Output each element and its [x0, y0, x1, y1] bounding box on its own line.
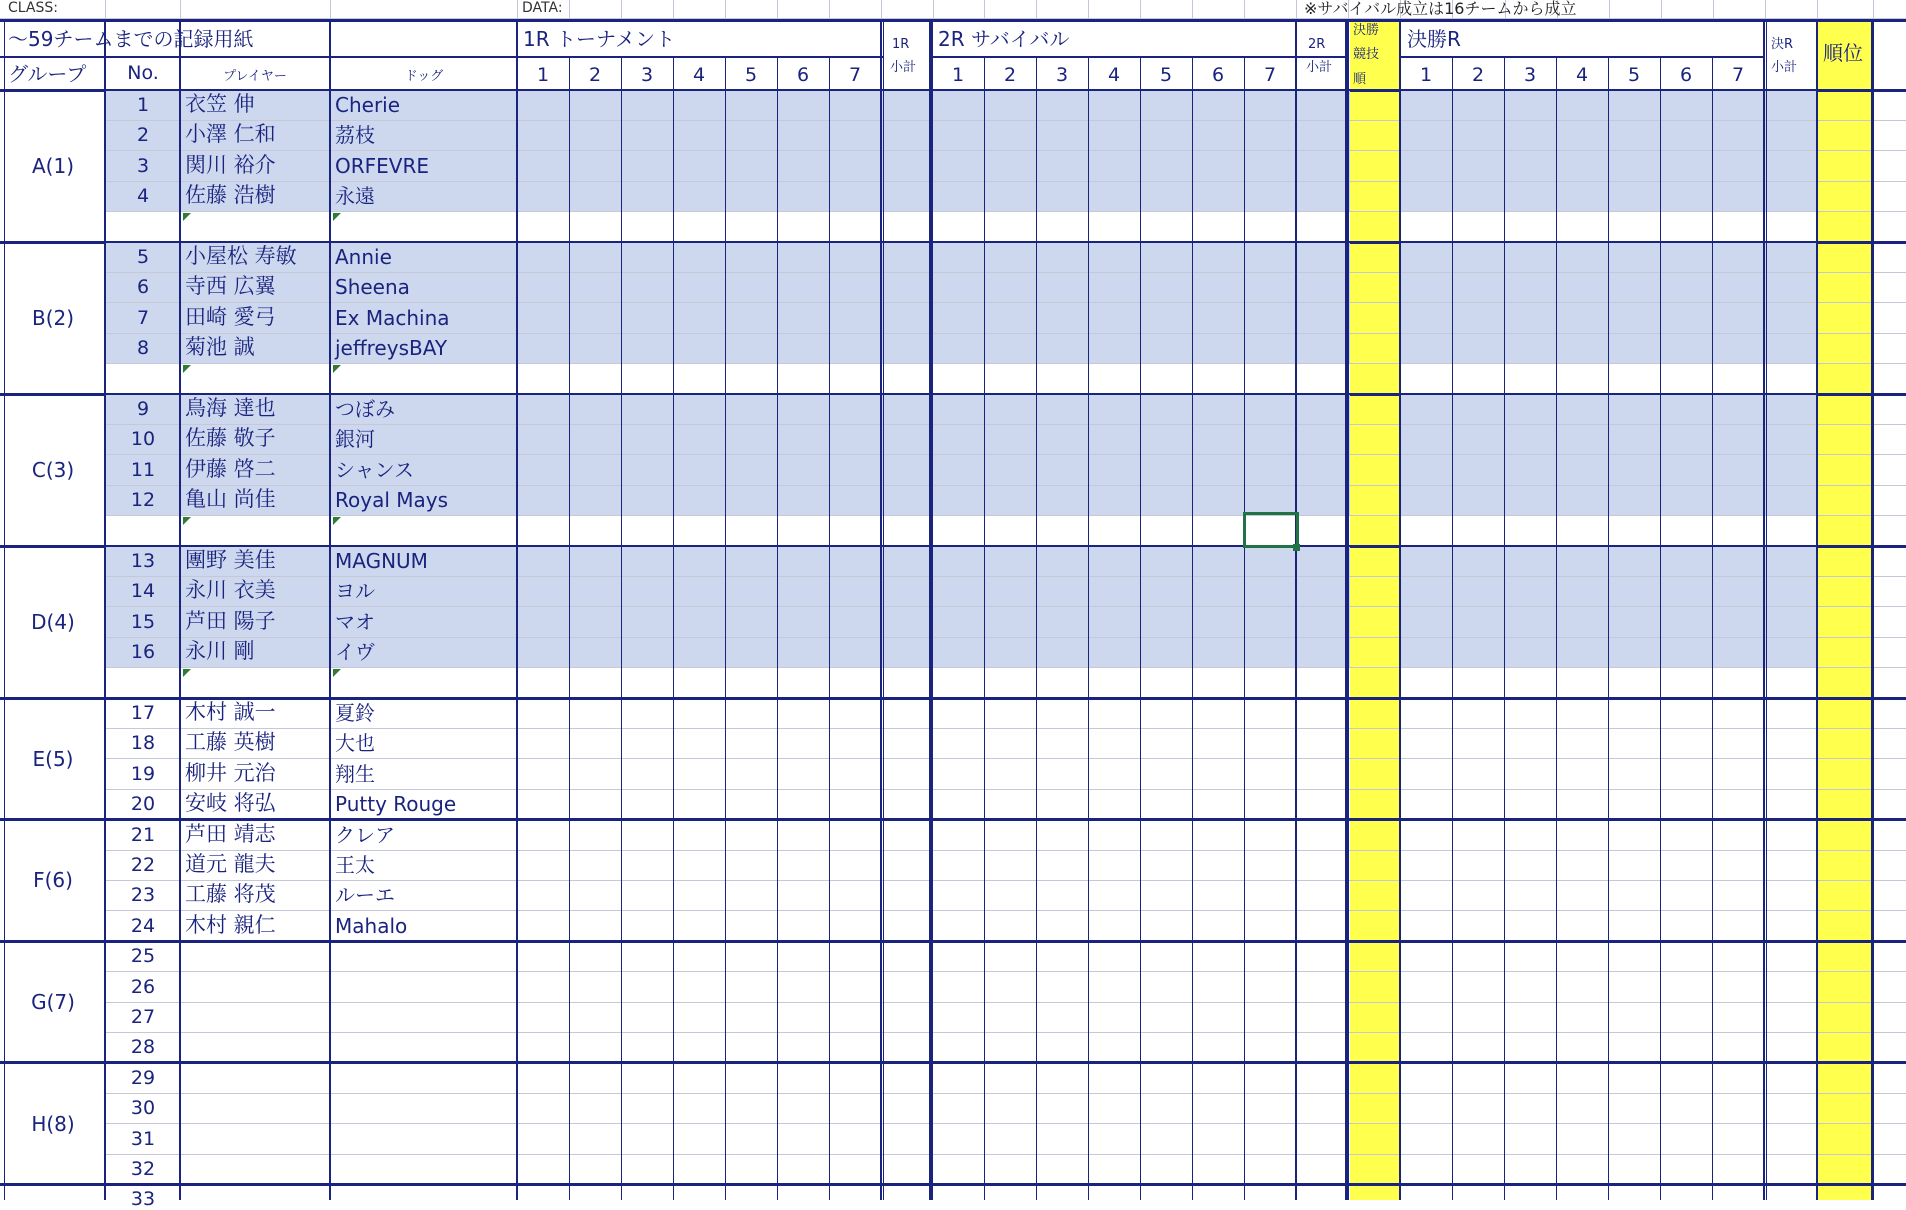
row-number: 23: [130, 884, 156, 907]
row-separator: [105, 880, 1906, 881]
top-row-gridline: [1140, 0, 1141, 18]
final-order-label: 順: [1353, 72, 1367, 87]
player-name[interactable]: 木村 親仁: [185, 912, 276, 937]
header-mid-border: [1400, 56, 1764, 58]
row-number: 20: [130, 793, 156, 816]
row-separator: [105, 637, 1906, 638]
no-column-header: No.: [127, 62, 159, 84]
throw-header-divider: [1088, 57, 1089, 90]
row-number: 8: [136, 337, 150, 360]
throw-header-divider: [1036, 57, 1037, 90]
dog-name[interactable]: MAGNUM: [335, 549, 428, 573]
dog-name[interactable]: Sheena: [335, 275, 410, 300]
top-row-gridline: [1713, 0, 1714, 18]
group-row-fill: [1400, 547, 1817, 668]
row-number: 5: [136, 246, 150, 268]
top-row-gridline: [933, 0, 934, 18]
player-name[interactable]: 田崎 愛弓: [185, 304, 276, 329]
comment-indicator-icon[interactable]: [183, 517, 191, 525]
group-label: C(3): [31, 458, 75, 482]
throw-number-header: 2: [1471, 64, 1485, 86]
round1-title: 1R トーナメント: [523, 27, 676, 51]
row-separator: [105, 1002, 1906, 1003]
top-row-gridline: [1192, 0, 1193, 18]
throw-column-divider: [1088, 90, 1089, 1200]
final-round-title: 決勝R: [1407, 27, 1461, 51]
row-separator: [105, 211, 1906, 212]
throw-column-divider: [829, 90, 830, 1200]
final-order-label: 決勝: [1353, 23, 1380, 38]
top-row-gridline: [330, 0, 331, 18]
row-number: 26: [130, 975, 156, 998]
player-name[interactable]: 永川 剛: [185, 639, 255, 664]
dog-name[interactable]: 茘枝: [335, 123, 375, 148]
top-row-gridline: [621, 0, 622, 18]
dog-name[interactable]: クレア: [335, 822, 395, 847]
row-number: 15: [130, 610, 156, 633]
row-separator: [105, 1093, 1906, 1094]
row-number: 32: [130, 1158, 156, 1180]
dog-name[interactable]: Annie: [335, 245, 392, 269]
round2-subtotal-label: 小計: [1306, 60, 1333, 75]
player-name[interactable]: 佐藤 浩樹: [185, 183, 276, 208]
throw-number-header: 6: [796, 64, 810, 86]
comment-indicator-icon[interactable]: [333, 669, 341, 677]
player-name[interactable]: 木村 誠一: [185, 700, 276, 724]
player-name[interactable]: 佐藤 敬子: [185, 426, 276, 451]
row-separator: [105, 333, 1906, 334]
comment-indicator-icon[interactable]: [183, 365, 191, 373]
column-border: [329, 20, 331, 1200]
row-separator: [105, 1123, 1906, 1124]
row-number: 22: [130, 854, 156, 876]
player-name[interactable]: 永川 衣美: [185, 578, 276, 603]
player-name[interactable]: 工藤 将茂: [185, 882, 276, 907]
row-number: 9: [136, 398, 150, 420]
dog-name[interactable]: Cherie: [335, 93, 401, 117]
top-row-gridline: [1036, 0, 1037, 18]
throw-column-divider: [1712, 90, 1713, 1200]
dog-name[interactable]: シャンス: [335, 457, 414, 482]
row-separator: [105, 728, 1906, 729]
throw-column-divider: [1140, 90, 1141, 1200]
throw-number-header: 5: [1159, 64, 1173, 86]
row-separator: [105, 789, 1906, 790]
group-column-header: グループ: [8, 62, 87, 86]
throw-header-divider: [1140, 57, 1141, 90]
throw-column-divider: [1192, 90, 1193, 1200]
top-row-gridline: [1661, 0, 1662, 18]
row-number: 7: [136, 306, 150, 329]
top-row-gridline: [1609, 0, 1610, 18]
throw-number-header: 5: [1627, 64, 1641, 86]
dog-name[interactable]: 大也: [335, 731, 375, 756]
throw-header-divider: [1556, 57, 1557, 90]
comment-indicator-icon[interactable]: [333, 213, 341, 221]
column-border: [1766, 20, 1767, 1200]
dog-name[interactable]: 銀河: [335, 427, 375, 452]
round2-title: 2R サバイバル: [938, 27, 1070, 51]
row-number: 6: [136, 276, 150, 299]
throw-column-divider: [621, 90, 622, 1200]
top-row-gridline: [180, 0, 181, 18]
player-name[interactable]: 道元 龍夫: [185, 852, 276, 876]
throw-column-divider: [1608, 90, 1609, 1200]
selected-cell[interactable]: [1243, 512, 1299, 548]
dog-name[interactable]: ルーエ: [335, 883, 395, 908]
column-border: [104, 20, 106, 1200]
dog-name[interactable]: Royal Mays: [335, 488, 449, 513]
dog-name[interactable]: Mahalo: [335, 913, 408, 938]
dog-name[interactable]: ORFEVRE: [335, 153, 429, 178]
player-name[interactable]: 寺西 広翼: [185, 274, 276, 299]
throw-number-header: 2: [1003, 64, 1017, 86]
throw-number-header: 1: [951, 64, 965, 86]
fill-handle[interactable]: [1293, 544, 1300, 551]
dog-name[interactable]: マオ: [335, 609, 375, 634]
column-border: [516, 20, 518, 1200]
throw-column-divider: [569, 90, 570, 1200]
row-number: 27: [130, 1006, 156, 1028]
group-label: H(8): [31, 1111, 75, 1136]
top-row-gridline: [1873, 0, 1874, 18]
column-border: [929, 20, 931, 1200]
column-border: [179, 20, 181, 1200]
row-separator: [105, 363, 1906, 364]
row-number: 33: [130, 1188, 156, 1210]
group-border: [0, 818, 1906, 821]
group-label: G(7): [31, 990, 75, 1014]
throw-header-divider: [1244, 57, 1245, 90]
throw-number-header: 7: [848, 64, 862, 86]
row-separator: [105, 667, 1906, 668]
group-label: A(1): [31, 154, 75, 178]
throw-number-header: 7: [1731, 64, 1745, 86]
sheet-title: 〜59チームまでの記録用紙: [8, 27, 254, 51]
round1-subtotal-label: 小計: [890, 60, 917, 75]
group-border: [0, 1061, 1906, 1064]
group-row-fill: [105, 91, 1350, 212]
row-number: 14: [130, 580, 156, 603]
throw-number-header: 6: [1679, 64, 1693, 86]
row-number: 19: [130, 762, 156, 785]
top-row-gridline: [569, 0, 570, 18]
throw-column-divider: [725, 90, 726, 1200]
throw-column-divider: [1244, 90, 1245, 1200]
column-border: [931, 20, 933, 1200]
throw-number-header: 4: [1575, 64, 1589, 86]
group-border: [0, 940, 1906, 943]
row-number: 17: [130, 702, 156, 724]
top-row-gridline: [1244, 0, 1245, 18]
player-name[interactable]: 工藤 英樹: [185, 730, 276, 755]
row-separator: [105, 910, 1906, 911]
rank-column-fill: [1817, 20, 1873, 1200]
final-subtotal-label: 小計: [1771, 60, 1798, 75]
group-label: E(5): [32, 746, 74, 771]
top-row-gridline: [725, 0, 726, 18]
class-label: CLASS:: [8, 0, 58, 16]
column-border: [1871, 20, 1874, 1200]
row-separator: [105, 1032, 1906, 1033]
top-row-gridline: [1088, 0, 1089, 18]
data-label: DATA:: [522, 0, 563, 16]
top-row-gridline: [829, 0, 830, 18]
group-row-fill: [105, 395, 1350, 516]
group-row-fill: [1400, 395, 1817, 516]
header-mid-border: [0, 56, 883, 58]
comment-indicator-icon[interactable]: [183, 669, 191, 677]
comment-indicator-icon[interactable]: [183, 213, 191, 221]
dog-name[interactable]: 永遠: [335, 184, 375, 209]
row-separator: [105, 971, 1906, 972]
player-name[interactable]: 芦田 陽子: [185, 608, 276, 633]
row-separator: [105, 606, 1906, 607]
row-number: 11: [130, 458, 156, 481]
throw-column-divider: [1036, 90, 1037, 1200]
throw-number-header: 4: [1107, 64, 1121, 86]
row-separator: [105, 120, 1906, 121]
top-row-gridline: [1765, 0, 1766, 18]
row-separator: [105, 1154, 1906, 1155]
header-top-border: [0, 19, 1906, 22]
throw-header-divider: [1504, 57, 1505, 90]
throw-column-divider: [673, 90, 674, 1200]
throw-column-divider: [984, 90, 985, 1200]
throw-header-divider: [1608, 57, 1609, 90]
throw-header-divider: [777, 57, 778, 90]
column-border: [1345, 20, 1347, 1200]
final-order-label: 競技: [1353, 47, 1380, 62]
row-separator: [105, 424, 1906, 425]
player-name[interactable]: 伊藤 啓二: [185, 456, 276, 481]
top-row-gridline: [777, 0, 778, 18]
group-row-fill: [1400, 91, 1817, 212]
row-number: 3: [136, 154, 150, 177]
column-border: [4, 20, 5, 1200]
comment-indicator-icon[interactable]: [333, 517, 341, 525]
row-number: 30: [130, 1097, 156, 1120]
throw-header-divider: [1712, 57, 1713, 90]
player-name[interactable]: 安岐 将弘: [185, 791, 276, 816]
group-border: [0, 697, 1906, 700]
rank-title: 順位: [1823, 41, 1863, 65]
column-border: [1347, 20, 1349, 1200]
group-label: B(2): [31, 306, 75, 330]
throw-number-header: 3: [640, 64, 654, 86]
dog-name[interactable]: jeffreysBAY: [335, 336, 448, 361]
throw-header-divider: [673, 57, 674, 90]
round2-subtotal-label: 2R: [1308, 37, 1326, 52]
player-name[interactable]: 芦田 靖志: [185, 821, 276, 846]
round1-subtotal-label: 1R: [892, 37, 910, 52]
throw-number-header: 1: [536, 64, 550, 86]
group-row-fill: [105, 547, 1350, 668]
top-row-gridline: [105, 0, 106, 18]
dog-name[interactable]: Ex Machina: [335, 305, 450, 330]
row-separator: [105, 150, 1906, 151]
player-name[interactable]: 関川 裕介: [185, 152, 276, 177]
group-row-fill: [1400, 243, 1817, 364]
group-border: [0, 1183, 1906, 1186]
row-number: 4: [136, 185, 150, 208]
dog-column-header: ドッグ: [404, 69, 444, 84]
throw-number-header: 4: [692, 64, 706, 86]
top-row-gridline: [517, 0, 518, 18]
column-border: [1816, 20, 1818, 1200]
row-number: 18: [130, 732, 156, 755]
column-border: [883, 20, 884, 1200]
dog-name[interactable]: 翔生: [335, 761, 375, 786]
player-name[interactable]: 小澤 仁和: [185, 122, 276, 147]
dog-name[interactable]: 夏鈴: [335, 701, 375, 725]
row-separator: [105, 515, 1906, 516]
throw-column-divider: [1452, 90, 1453, 1200]
row-number: 12: [130, 489, 156, 512]
top-row-gridline: [1817, 0, 1818, 18]
row-number: 2: [136, 124, 150, 147]
throw-header-divider: [1660, 57, 1661, 90]
row-separator: [105, 758, 1906, 759]
player-column-header: プレイヤー: [223, 69, 287, 84]
throw-column-divider: [1556, 90, 1557, 1200]
throw-number-header: 3: [1055, 64, 1069, 86]
throw-header-divider: [829, 57, 830, 90]
player-name[interactable]: 衣笠 伸: [185, 92, 255, 116]
row-number: 1: [136, 94, 150, 116]
throw-number-header: 7: [1263, 64, 1277, 86]
throw-number-header: 5: [744, 64, 758, 86]
row-number: 13: [130, 550, 156, 572]
player-name[interactable]: 鳥海 達也: [185, 396, 276, 420]
top-row-gridline: [881, 0, 882, 18]
throw-column-divider: [777, 90, 778, 1200]
comment-indicator-icon[interactable]: [333, 365, 341, 373]
row-number: 31: [130, 1127, 156, 1150]
throw-header-divider: [1192, 57, 1193, 90]
row-number: 28: [130, 1036, 156, 1059]
row-number: 24: [130, 914, 156, 937]
top-row-gridline: [673, 0, 674, 18]
row-number: 16: [130, 641, 156, 664]
throw-header-divider: [569, 57, 570, 90]
row-number: 25: [130, 945, 156, 968]
throw-header-divider: [984, 57, 985, 90]
final-subtotal-label: 決R: [1771, 37, 1794, 52]
row-separator: [105, 302, 1906, 303]
group-label: F(6): [33, 868, 73, 893]
row-separator: [105, 272, 1906, 273]
row-separator: [105, 454, 1906, 455]
throw-number-header: 6: [1211, 64, 1225, 86]
dog-name[interactable]: ヨル: [335, 579, 375, 604]
throw-number-header: 3: [1523, 64, 1537, 86]
throw-header-divider: [725, 57, 726, 90]
column-border: [1399, 20, 1401, 1200]
throw-header-divider: [1452, 57, 1453, 90]
player-name[interactable]: 小屋松 寿敏: [185, 244, 297, 268]
column-border: [1295, 20, 1297, 1200]
row-number: 21: [130, 823, 156, 846]
row-separator: [105, 485, 1906, 486]
dog-name[interactable]: イヴ: [335, 640, 375, 665]
dog-name[interactable]: Putty Rouge: [335, 792, 457, 817]
throw-number-header: 1: [1419, 64, 1433, 86]
dog-name[interactable]: つぼみ: [335, 397, 395, 421]
throw-column-divider: [1660, 90, 1661, 1200]
row-number: 29: [130, 1066, 156, 1089]
final-order-column-fill: [1350, 20, 1400, 1200]
top-row-gridline: [1296, 0, 1297, 18]
survival-note: ※サバイバル成立は16チームから成立: [1304, 0, 1577, 18]
top-row-gridline: [984, 0, 985, 18]
throw-column-divider: [1504, 90, 1505, 1200]
throw-header-divider: [621, 57, 622, 90]
group-label: D(4): [31, 610, 75, 634]
row-number: 10: [130, 428, 156, 451]
dog-name[interactable]: 王太: [335, 853, 375, 877]
row-separator: [105, 850, 1906, 851]
player-name[interactable]: 亀山 尚佳: [185, 487, 276, 512]
row-separator: [105, 181, 1906, 182]
player-name[interactable]: 團野 美佳: [185, 548, 276, 572]
player-name[interactable]: 柳井 元治: [185, 760, 276, 785]
row-separator: [105, 576, 1906, 577]
throw-number-header: 2: [588, 64, 602, 86]
player-name[interactable]: 菊池 誠: [185, 335, 255, 360]
